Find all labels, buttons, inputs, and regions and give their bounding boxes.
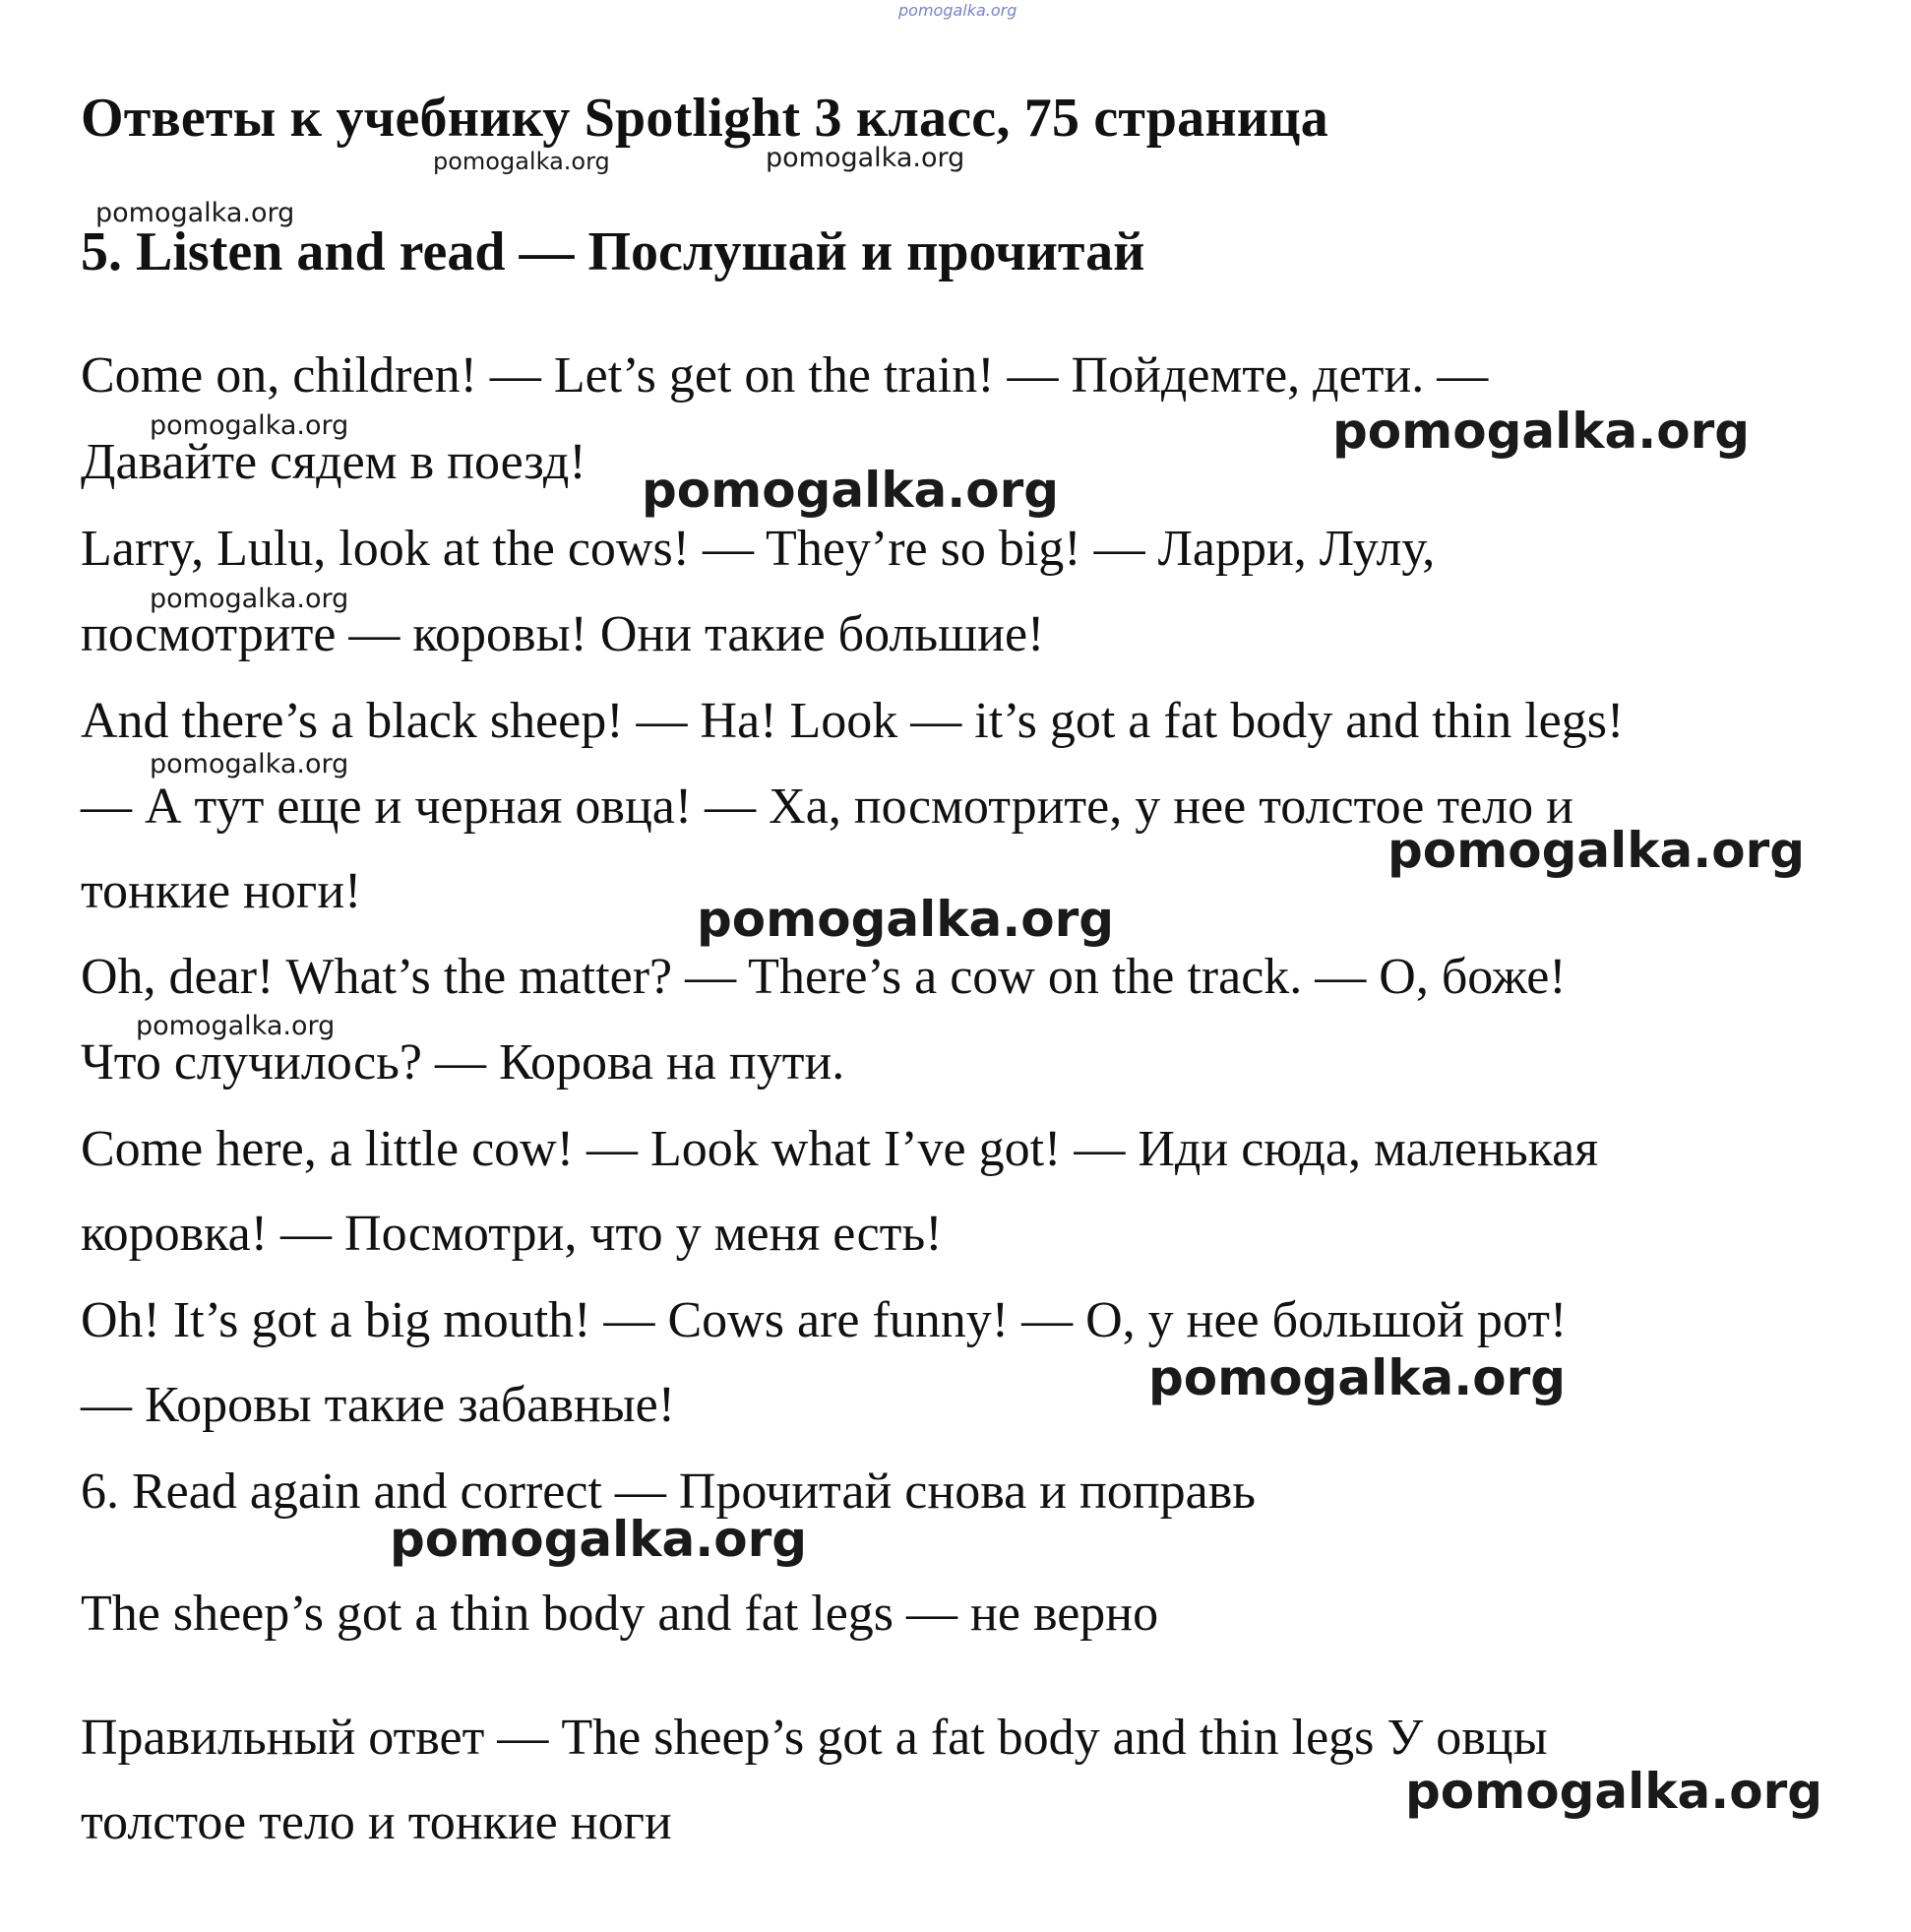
watermark: pomogalka.org — [1332, 403, 1751, 460]
watermark: pomogalka.org — [697, 891, 1115, 948]
text-line: — А тут еще и черная овца! — Ха, посмотрите, у нее толстое тело и — [81, 779, 1573, 835]
text-line: Давайте сядем в поезд! — [81, 434, 586, 490]
text-line: The sheep’s got a thin body and fat legs — не верно — [81, 1586, 1159, 1642]
watermark: pomogalka.org — [136, 1011, 336, 1041]
text-line: Правильный ответ — The sheep’s got a fat body and thin legs У овцы — [81, 1710, 1548, 1766]
watermark: pomogalka.org — [390, 1511, 808, 1568]
text-line: Oh, dear! What’s the matter? — There’s a cow on the track. — О, боже! — [81, 949, 1567, 1005]
watermark: pomogalka.org — [95, 198, 295, 228]
section-heading: 5. Listen and read — Послушай и прочитай — [81, 221, 1145, 282]
text-line: тонкие ноги! — [81, 863, 362, 919]
watermark: pomogalka.org — [766, 143, 965, 173]
watermark: pomogalka.org — [150, 749, 349, 779]
watermark: pomogalka.org — [433, 148, 610, 175]
watermark: pomogalka.org — [150, 584, 349, 614]
text-line: Что случилось? — Корова на пути. — [81, 1034, 845, 1091]
watermark: pomogalka.org — [1405, 1763, 1823, 1820]
watermark: pomogalka.org — [1387, 822, 1806, 879]
text-line: посмотрите — коровы! Они такие большие! — [81, 606, 1045, 662]
text-line: толстое тело и тонкие ноги — [81, 1794, 672, 1850]
text-line: 6. Read again and correct — Прочитай снова и поправь — [81, 1464, 1256, 1520]
watermark: pomogalka.org — [642, 462, 1060, 519]
watermark: pomogalka.org — [150, 410, 349, 441]
page-title: Ответы к учебнику Spotlight 3 класс, 75 страница — [81, 88, 1328, 149]
text-line: — Коровы такие забавные! — [81, 1377, 676, 1433]
text-line: Larry, Lulu, look at the cows! — They’re so big! — Ларри, Лулу, — [81, 521, 1436, 577]
text-line: Come on, children! — Let’s get on the train! — Пойдемте, дети. — — [81, 347, 1489, 404]
watermark-top: pomogalka.org — [898, 1, 1017, 20]
watermark: pomogalka.org — [1148, 1349, 1567, 1406]
text-line: Oh! It’s got a big mouth! — Cows are funny! — О, у нее большой рот! — [81, 1292, 1568, 1348]
text-line: Come here, a little cow! — Look what I’ve got! — Иди сюда, маленькая — [81, 1121, 1599, 1177]
text-line: коровка! — Посмотри, что у меня есть! — [81, 1206, 943, 1262]
text-line: And there’s a black sheep! — Ha! Look — it’s got a fat body and thin legs! — [81, 693, 1625, 749]
